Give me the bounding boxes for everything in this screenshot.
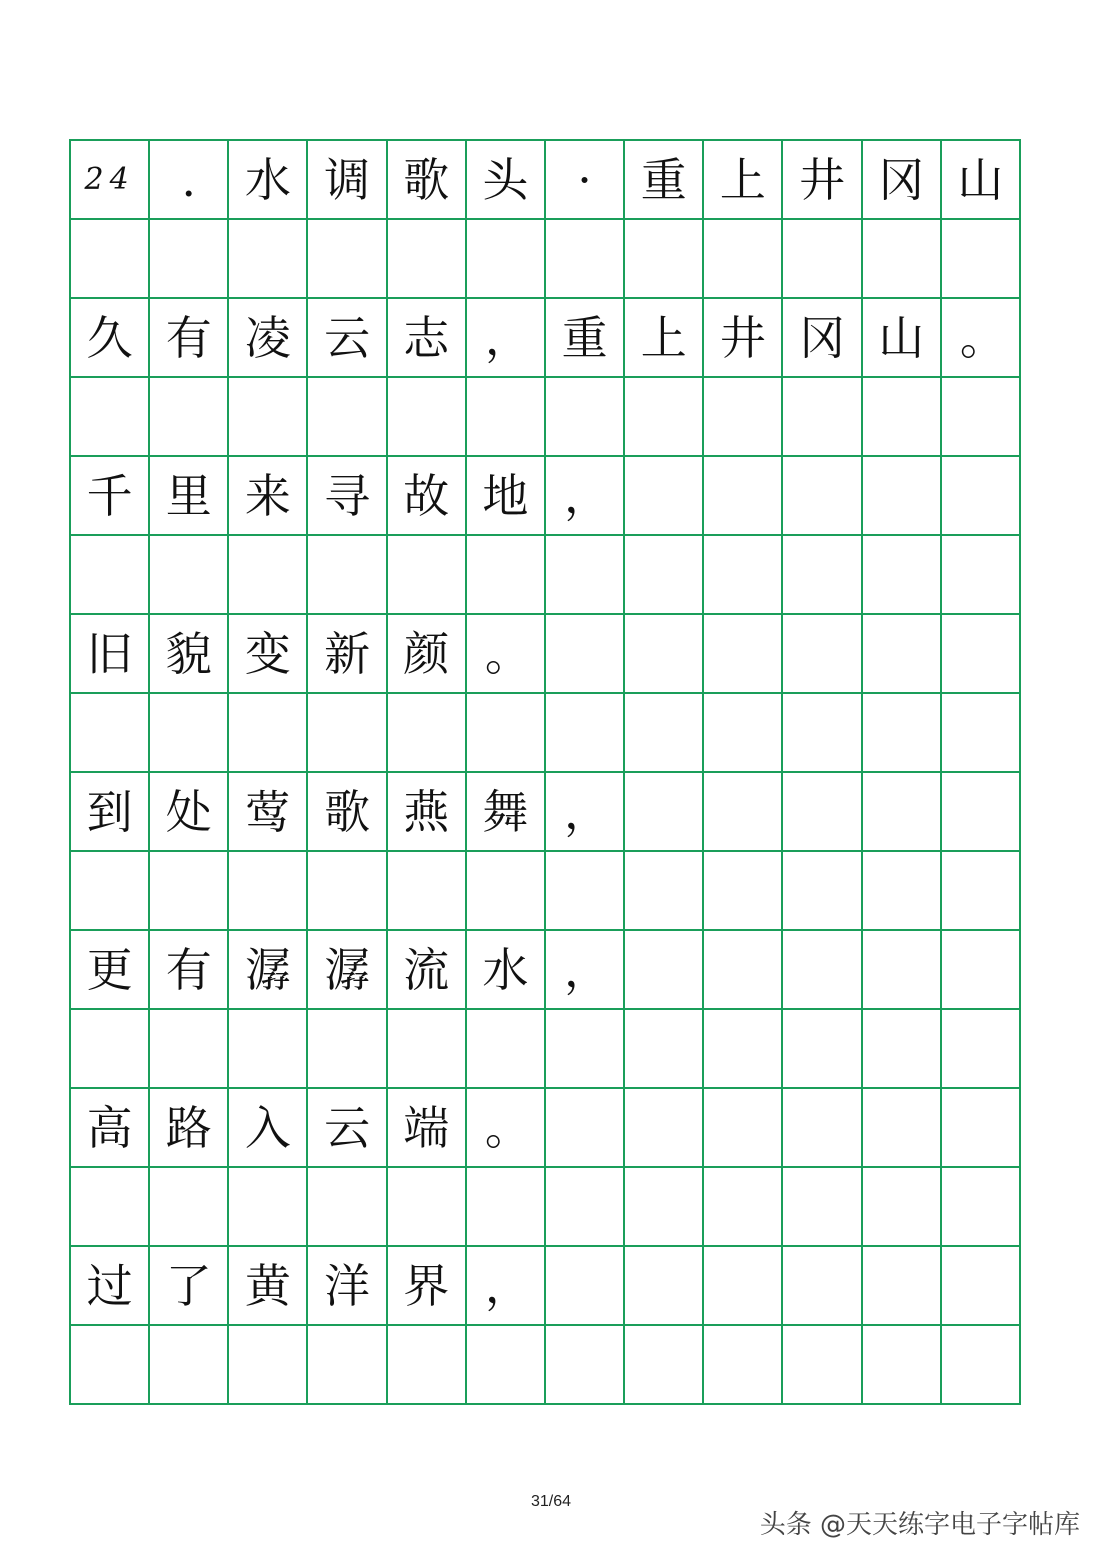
grid-cell [783, 615, 862, 694]
grid-cell [783, 1168, 862, 1247]
grid-cell [942, 536, 1021, 615]
grid-cell [942, 457, 1021, 536]
grid-cell: 山 [863, 299, 942, 378]
grid-cell [546, 378, 625, 457]
grid-cell: 凌 [229, 299, 308, 378]
grid-cell [467, 1168, 546, 1247]
grid-cell: 24 [71, 141, 150, 220]
grid-cell [625, 457, 704, 536]
grid-cell [229, 1326, 308, 1405]
grid-cell: 久 [71, 299, 150, 378]
grid-cell [704, 773, 783, 852]
grid-cell [625, 773, 704, 852]
grid-cell: 更 [71, 931, 150, 1010]
grid-cell [783, 457, 862, 536]
grid-cell: 水 [229, 141, 308, 220]
grid-cell [150, 378, 229, 457]
grid-cell: 故 [388, 457, 467, 536]
grid-cell: 变 [229, 615, 308, 694]
grid-cell [942, 378, 1021, 457]
grid-cell [942, 1168, 1021, 1247]
grid-cell: 端 [388, 1089, 467, 1168]
grid-cell [150, 1326, 229, 1405]
grid-cell [308, 536, 387, 615]
grid-cell: 舞 [467, 773, 546, 852]
grid-cell [388, 1326, 467, 1405]
grid-cell [783, 1326, 862, 1405]
grid-cell [308, 1326, 387, 1405]
grid-cell [71, 852, 150, 931]
grid-cell [783, 694, 862, 773]
grid-cell [71, 1010, 150, 1089]
grid-cell: 歌 [388, 141, 467, 220]
grid-cell [467, 536, 546, 615]
grid-cell [308, 1168, 387, 1247]
grid-cell: 。 [467, 615, 546, 694]
grid-cell [625, 931, 704, 1010]
grid-cell: 。 [942, 299, 1021, 378]
grid-cell [704, 220, 783, 299]
grid-cell: 路 [150, 1089, 229, 1168]
grid-cell [942, 615, 1021, 694]
grid-cell [308, 220, 387, 299]
grid-cell: 重 [625, 141, 704, 220]
grid-cell [625, 1326, 704, 1405]
grid-cell: 云 [308, 1089, 387, 1168]
grid-cell: 头 [467, 141, 546, 220]
grid-cell [783, 852, 862, 931]
grid-cell [546, 852, 625, 931]
grid-cell [942, 931, 1021, 1010]
grid-cell [229, 852, 308, 931]
grid-cell [546, 536, 625, 615]
grid-cell [229, 378, 308, 457]
grid-cell [71, 220, 150, 299]
grid-cell: 流 [388, 931, 467, 1010]
grid-cell [308, 852, 387, 931]
grid-cell: 冈 [783, 299, 862, 378]
grid-cell: 里 [150, 457, 229, 536]
grid-cell [863, 220, 942, 299]
grid-cell [308, 694, 387, 773]
grid-cell: 高 [71, 1089, 150, 1168]
grid-cell [467, 1010, 546, 1089]
grid-cell: 了 [150, 1247, 229, 1326]
grid-cell [625, 1010, 704, 1089]
grid-cell [467, 378, 546, 457]
grid-cell [150, 220, 229, 299]
grid-cell [388, 1010, 467, 1089]
grid-cell [863, 1010, 942, 1089]
grid-cell [388, 852, 467, 931]
grid-cell [546, 220, 625, 299]
grid-cell [783, 536, 862, 615]
grid-cell: 歌 [308, 773, 387, 852]
grid-cell [704, 931, 783, 1010]
grid-cell: . [150, 141, 229, 220]
grid-cell [546, 1010, 625, 1089]
grid-cell [863, 931, 942, 1010]
grid-cell: 处 [150, 773, 229, 852]
grid-cell [704, 378, 783, 457]
grid-cell: 上 [704, 141, 783, 220]
grid-cell [704, 694, 783, 773]
grid-cell [863, 1247, 942, 1326]
grid-cell [704, 1326, 783, 1405]
page-number: 31/64 [530, 1493, 572, 1510]
grid-cell [150, 536, 229, 615]
grid-cell: ， [546, 457, 625, 536]
grid-cell [942, 1010, 1021, 1089]
grid-cell [942, 1326, 1021, 1405]
grid-cell [388, 378, 467, 457]
grid-cell [546, 1326, 625, 1405]
grid-cell: 过 [71, 1247, 150, 1326]
grid-cell [625, 1089, 704, 1168]
grid-cell [388, 536, 467, 615]
grid-cell: ， [546, 773, 625, 852]
grid-cell [71, 694, 150, 773]
grid-cell [704, 1247, 783, 1326]
practice-grid [69, 139, 1021, 1405]
grid-cell [308, 1010, 387, 1089]
grid-cell [388, 220, 467, 299]
grid-cell [625, 615, 704, 694]
grid-cell [546, 1168, 625, 1247]
grid-cell [783, 1089, 862, 1168]
grid-cell [863, 1089, 942, 1168]
grid-cell: 水 [467, 931, 546, 1010]
grid-cell [863, 457, 942, 536]
grid-cell [150, 1010, 229, 1089]
grid-cell [150, 1168, 229, 1247]
grid-cell [704, 1168, 783, 1247]
grid-cell [863, 615, 942, 694]
grid-cell [783, 1010, 862, 1089]
grid-cell: ， [467, 299, 546, 378]
grid-cell [546, 1247, 625, 1326]
grid-cell [388, 1168, 467, 1247]
grid-cell [625, 1168, 704, 1247]
grid-cell: 莺 [229, 773, 308, 852]
grid-cell [625, 220, 704, 299]
watermark: 头条 @天天练字电子字帖库 [759, 1510, 1080, 1540]
grid-cell [863, 694, 942, 773]
grid-cell: · [546, 141, 625, 220]
grid-cell [229, 1168, 308, 1247]
grid-cell: 调 [308, 141, 387, 220]
grid-cell: ， [467, 1247, 546, 1326]
grid-cell [229, 1010, 308, 1089]
grid-cell [783, 773, 862, 852]
grid-cell: 有 [150, 931, 229, 1010]
grid-cell: 寻 [308, 457, 387, 536]
grid-cell: 千 [71, 457, 150, 536]
grid-cell: 潺 [229, 931, 308, 1010]
grid-cell [783, 931, 862, 1010]
grid-cell: 冈 [863, 141, 942, 220]
grid-cell [783, 1247, 862, 1326]
grid-cell: 黄 [229, 1247, 308, 1326]
grid-cell [546, 615, 625, 694]
grid-cell [863, 852, 942, 931]
grid-cell: 旧 [71, 615, 150, 694]
grid-cell [546, 1089, 625, 1168]
grid-cell [942, 1089, 1021, 1168]
grid-cell: 入 [229, 1089, 308, 1168]
grid-cell [704, 1089, 783, 1168]
grid-cell [229, 694, 308, 773]
grid-cell: 到 [71, 773, 150, 852]
grid-cell [150, 694, 229, 773]
grid-cell: 志 [388, 299, 467, 378]
grid-cell [71, 536, 150, 615]
grid-cell [863, 536, 942, 615]
grid-cell [704, 615, 783, 694]
grid-cell [942, 773, 1021, 852]
grid-cell: 有 [150, 299, 229, 378]
grid-cell [942, 694, 1021, 773]
grid-cell [704, 1010, 783, 1089]
grid-cell [625, 378, 704, 457]
grid-cell [546, 694, 625, 773]
grid-cell [942, 852, 1021, 931]
grid-cell: 井 [704, 299, 783, 378]
grid-cell: 地 [467, 457, 546, 536]
grid-cell [71, 378, 150, 457]
grid-cell [229, 536, 308, 615]
grid-cell: 新 [308, 615, 387, 694]
grid-cell: 洋 [308, 1247, 387, 1326]
grid-cell [467, 852, 546, 931]
grid-cell: 重 [546, 299, 625, 378]
grid-cell [625, 852, 704, 931]
grid-cell [704, 852, 783, 931]
grid-cell: 界 [388, 1247, 467, 1326]
grid-cell: 云 [308, 299, 387, 378]
grid-cell: 来 [229, 457, 308, 536]
grid-cell [942, 1247, 1021, 1326]
grid-cell: 。 [467, 1089, 546, 1168]
grid-cell [625, 1247, 704, 1326]
grid-cell [942, 220, 1021, 299]
grid-cell: 潺 [308, 931, 387, 1010]
grid-cell [625, 536, 704, 615]
grid-cell [308, 378, 387, 457]
grid-cell [229, 220, 308, 299]
grid-cell [467, 220, 546, 299]
grid-cell: 颜 [388, 615, 467, 694]
grid-cell [150, 852, 229, 931]
grid-cell [704, 536, 783, 615]
grid-cell [863, 1326, 942, 1405]
grid-cell: 貌 [150, 615, 229, 694]
grid-cell [783, 378, 862, 457]
grid-cell [467, 694, 546, 773]
grid-cell: 燕 [388, 773, 467, 852]
grid-cell [388, 694, 467, 773]
grid-cell [467, 1326, 546, 1405]
grid-cell: ， [546, 931, 625, 1010]
grid-cell [863, 378, 942, 457]
grid-cell: 山 [942, 141, 1021, 220]
grid-cell: 井 [783, 141, 862, 220]
grid-cell [783, 220, 862, 299]
grid-cell [71, 1168, 150, 1247]
grid-cell [863, 1168, 942, 1247]
grid-cell [625, 694, 704, 773]
grid-cell [863, 773, 942, 852]
grid-cell [71, 1326, 150, 1405]
grid-cell: 上 [625, 299, 704, 378]
grid-cell [704, 457, 783, 536]
